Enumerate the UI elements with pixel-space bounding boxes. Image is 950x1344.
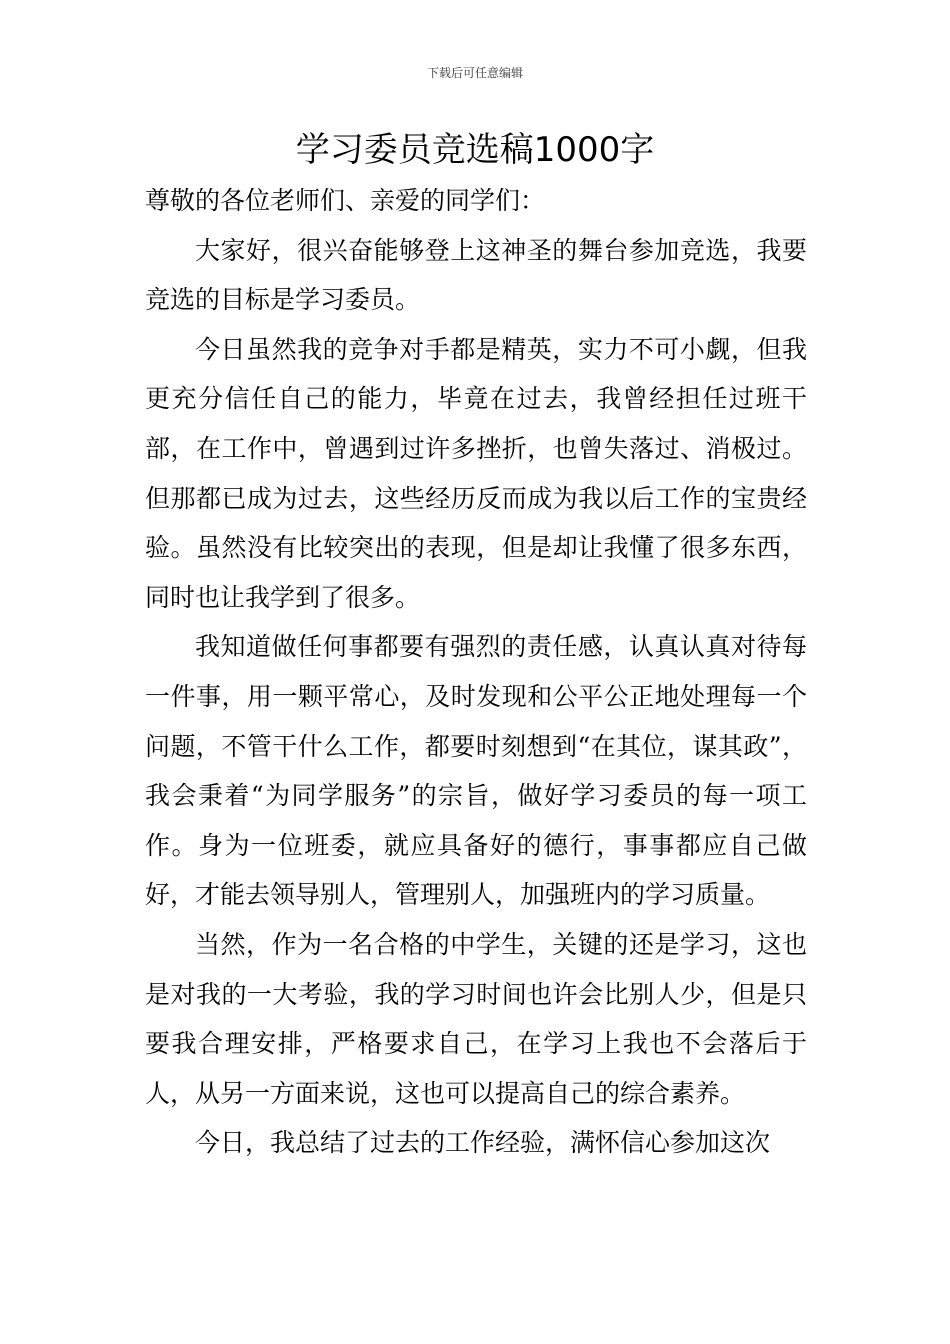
- header-note: 下载后可任意编辑: [426, 66, 523, 80]
- salutation: 尊敬的各位老师们、亲爱的同学们：: [145, 186, 546, 215]
- document-body: [145, 176, 807, 1168]
- paragraph-4: 当然，作为一名合格的中学生，关键的还是学习，这也是对我的一大考验，我的学习时间也许会比别人少，但是只要我合理安排，严格要求自己，在学习上我也不会落后于人，从另一方面来说，这也可以提高自己的综合素养。: [145, 929, 807, 1108]
- paragraph-2: 今日虽然我的竞争对手都是精英，实力不可小觑，但我更充分信任自己的能力，毕竟在过去，我曾经担任过班干部，在工作中，曾遇到过许多挫折，也曾失落过、消极过。但那都已成为过去，这些经历反而成为我以后工作的宝贵经验。虽然没有比较突出的表现，但是却让我懂了很多东西，同时也让我学到了很多。: [145, 334, 807, 612]
- paragraph-5: 今日，我总结了过去的工作经验，满怀信心参加这次: [195, 1128, 771, 1158]
- paragraph-3: 我知道做任何事都要有强烈的责任感，认真认真对待每一件事，用一颗平常心，及时发现和公平公正地处理每一个问题，不管干什么工作，都要时刻想到“在其位，谋其政”，我会秉着“为同学服务”的宗旨，做好学习委员的每一项工作。身为一位班委，就应具备好的德行，事事都应自己做好，才能去领导别人，管理别人，加强班内的学习质量。: [145, 632, 807, 910]
- document-title: 学习委员竞选稿1000字: [295, 130, 655, 170]
- paragraph-1: 大家好，很兴奋能够登上这神圣的舞台参加竞选，我要竞选的目标是学习委员。: [145, 235, 807, 315]
